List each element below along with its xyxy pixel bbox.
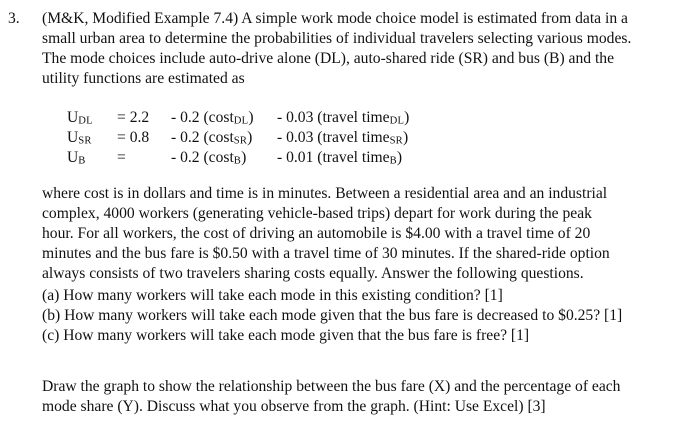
question-number: 3.	[8, 10, 20, 27]
utility-name: UDL	[67, 109, 93, 127]
cost-term: - 0.2 (costSR)	[171, 129, 253, 147]
intro-line: utility functions are estimated as	[42, 70, 245, 87]
intro-paragraph	[42, 9, 692, 89]
intro-line: small urban area to determine the probabilities of individual travelers selecting various modes.	[42, 30, 632, 47]
utility-row-dl	[67, 108, 487, 128]
subquestion-a: (a) How many workers will take each mode in this existing condition? [1]	[42, 287, 503, 304]
intro-line: The mode choices include auto-drive alone (DL), auto-shared ride (SR) and bus (B) and the	[42, 50, 615, 67]
scenario-line: always consists of two travelers sharing costs equally. Answer the following questions.	[42, 265, 584, 282]
graph-task-line: mode share (Y). Discuss what you observe from the graph. (Hint: Use Excel) [3]	[42, 398, 546, 415]
subquestion-c: (c) How many workers will take each mode given that the bus fare is free? [1]	[42, 327, 530, 344]
time-term: - 0.03 (travel timeSR)	[277, 129, 409, 147]
scenario-paragraph	[42, 184, 692, 284]
scenario-line: hour. For all workers, the cost of driving an automobile is $4.00 with a travel time of 20	[42, 225, 591, 242]
utility-constant: = 2.2	[117, 109, 150, 126]
scenario-line: where cost is in dollars and time is in minutes. Between a residential area and an industrial	[42, 185, 608, 202]
time-term: - 0.03 (travel timeDL)	[277, 109, 410, 127]
graph-task-paragraph	[42, 377, 692, 417]
utility-row-sr	[67, 128, 487, 148]
utility-name: UB	[67, 149, 86, 167]
scenario-line: minutes and the bus fare is $0.50 with a travel time of 30 minutes. If the shared-ride option	[42, 245, 610, 262]
utility-constant: = 0.8	[117, 129, 150, 146]
scenario-line: complex, 4000 workers (generating vehicle-based trips) depart for work during the peak	[42, 205, 592, 222]
utility-name: USR	[67, 129, 92, 147]
utility-row-b	[67, 148, 487, 168]
graph-task-line: Draw the graph to show the relationship between the bus fare (X) and the percentage of each	[42, 378, 621, 395]
subquestions-list	[42, 286, 692, 346]
cost-term: - 0.2 (costB)	[171, 149, 247, 167]
cost-term: - 0.2 (costDL)	[171, 109, 254, 127]
utility-constant: =	[117, 149, 126, 166]
intro-line: (M&K, Modified Example 7.4) A simple work mode choice model is estimated from data in a	[42, 10, 628, 27]
subquestion-b: (b) How many workers will take each mode given that the bus fare is decreased to $0.25? [1]	[42, 307, 623, 324]
time-term: - 0.01 (travel timeB)	[277, 149, 403, 167]
utility-functions	[67, 108, 487, 168]
